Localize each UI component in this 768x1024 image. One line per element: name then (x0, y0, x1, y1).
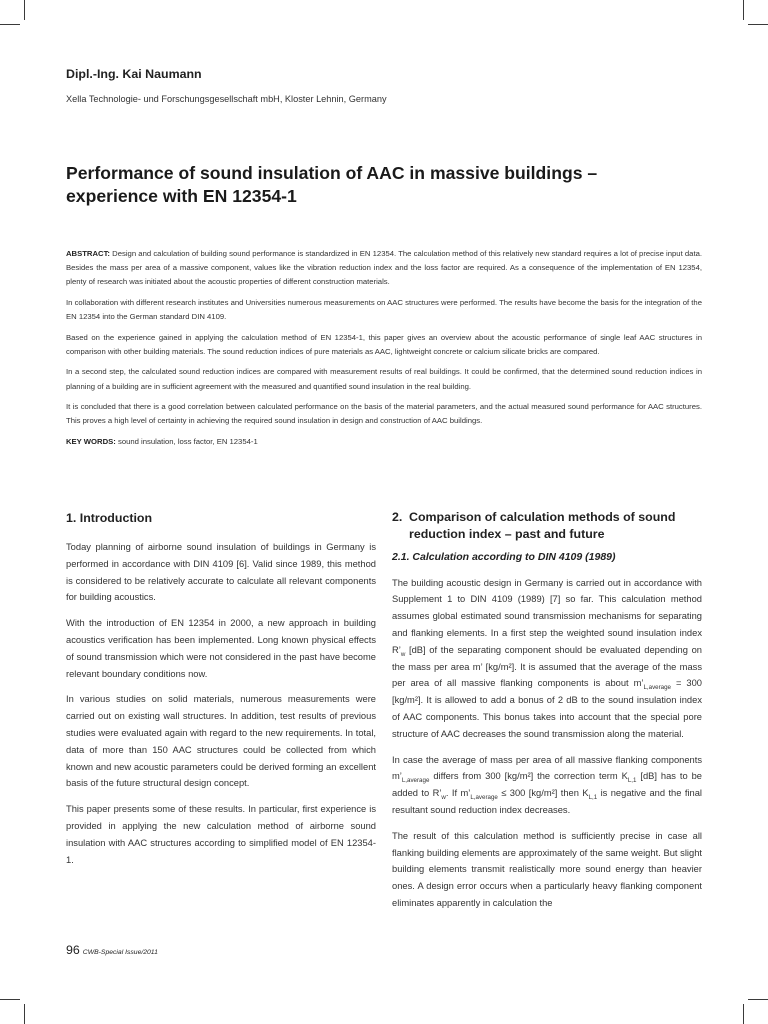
abstract (66, 247, 702, 455)
body-paragraph: Today planning of airborne sound insulation of buildings in Germany is performed in accordance with DIN 4109 [6]. Valid since 1989, this method is considered to be relatively accurate to calculate all relevant components for building acoustics. (66, 542, 376, 603)
body-paragraph: This paper presents some of these results. In particular, first experience is provided in applying the new calculation method of airborne sound insulation with AAC structures according to simplified model of EN 12354-1. (66, 804, 376, 865)
body-paragraph: The building acoustic design in Germany is carried out in accordance with Supplement 1 to DIN 4109 (1989) [7] so far. This calculation method assumes global estimated sound transmission mechanisms for separating and flanking elements. In a first step the weighted sound insulation index $R’_w$ [dB] of the separating component should be evaluated depending on the mass per area m’ [kg/m²]. It is assumed that the average of the mass per area of all massive flanking components is about $m’_{L,average} = 300$ [kg/m²]. It is allowed to add a bonus of 2 dB to the sound insulation index of AAC components. This bonus takes into account that the special pore structure of AAC decreases the sound transmission along the material. (392, 577, 702, 739)
page-number: 96 (66, 943, 80, 957)
crop-mark (24, 0, 25, 20)
crop-mark (24, 1004, 25, 1024)
paper-title (66, 162, 686, 208)
crop-mark (748, 999, 768, 1000)
abstract-paragraph: In a second step, the calculated sound reduction indices are compared with measurement results of real buildings. It could be confirmed, that the determined sound reduction indices in planning of a building are in sufficient agreement with the measured and quantified sound insulation in the real building. (66, 367, 702, 391)
author-affiliation: Xella Technologie- und Forschungsgesellschaft mbH, Kloster Lehnin, Germany (66, 94, 387, 104)
body-paragraph: In various studies on solid materials, numerous measurements were carried out on existing wall structures. In addition, test results of previous studies were evaluated again with regard to the new requirements. In total, data of more than 150 AAC structures could be collected from which known and new acoustic parameters could be derived forming an excellent basis of the future structural design concept. (66, 694, 376, 789)
body-paragraph: In case the average of mass per area of all massive flanking components $m’_{L,average}$ differs from 300 [kg/m²] the correction term $K_{L,1}$ [dB] has to be added to $R’_w$. If $m’_{L,average} \le 300$ [kg/m²] then $K_{L,1}$ is negative and the final resultant sound reduction index decreases. (392, 754, 702, 815)
right-column (392, 509, 702, 921)
keywords: KEY WORDS: sound insulation, loss factor, EN 12354-1 (66, 436, 258, 446)
left-column (66, 509, 376, 877)
paper-title-line-2: experience with EN 12354-1 (66, 186, 297, 206)
section-2-number: 2. (392, 510, 403, 524)
crop-mark (743, 0, 744, 20)
paper-title-line-1: Performance of sound insulation of AAC in massive buildings – (66, 163, 598, 183)
body-paragraph: The result of this calculation method is sufficiently precise in case all flanking building elements are approximately of the same weight. But slight building elements transmit realistically more sound energy than heavier ones. A design error occurs when a particularly heavy flanking component eliminates apparently in calculation the (392, 830, 702, 908)
section-1-heading: 1. Introduction (66, 511, 153, 525)
crop-mark (0, 999, 20, 1000)
crop-mark (743, 1004, 744, 1024)
abstract-paragraph: Based on the experience gained in applying the calculation method of EN 12354-1, this paper gives an overview about the acoustic performance of single leaf AAC structures in comparison with other building materials. The sound reduction indices of pure materials as AAC, lightweight concrete or calcium silicate bricks are compared. (66, 332, 702, 356)
section-2-title: Comparison of calculation methods of sound reduction index – past and future (409, 510, 676, 541)
abstract-paragraph: In collaboration with different research institutes and Universities numerous measurements on AAC structures were performed. The results have become the basis for the integration of the EN 12354 into the German standard DIN 4109. (66, 297, 702, 322)
page-footer (66, 941, 158, 959)
section-2-heading (392, 509, 702, 543)
abstract-paragraph: ABSTRACT: Design and calculation of building sound performance is standardized in EN 12354. The calculation method of this relatively new standard requires a lot of precise input data. Besides the mass per area of a massive component, values like the vibration reduction index and the loss factor are required. As a consequence of the implementation of EN 12354, plenty of research was initiated about the acoustic properties of different construction materials. (66, 249, 702, 287)
author-name: Dipl.-Ing. Kai Naumann (66, 67, 202, 81)
abstract-label: ABSTRACT: (66, 249, 110, 258)
journal-name: CWB-Special Issue/2011 (82, 949, 158, 956)
crop-mark (0, 24, 20, 25)
subsection-2-1-heading: 2.1. Calculation according to DIN 4109 (1989) (392, 550, 616, 563)
keywords-label: KEY WORDS: (66, 436, 116, 446)
abstract-paragraph: It is concluded that there is a good correlation between calculated performance on the basis of the material parameters, and the actual measured sound performance for AAC structures. This proves a high level of certainty in achieving the required sound insulation in design and construction of AAC buildings. (66, 402, 702, 426)
body-paragraph: With the introduction of EN 12354 in 2000, a new approach in building acoustics verification has been implemented. Long known physical effects of sound transmission which were not considered in the past have become relevant boundary conditions now. (66, 618, 376, 679)
crop-mark (748, 24, 768, 25)
